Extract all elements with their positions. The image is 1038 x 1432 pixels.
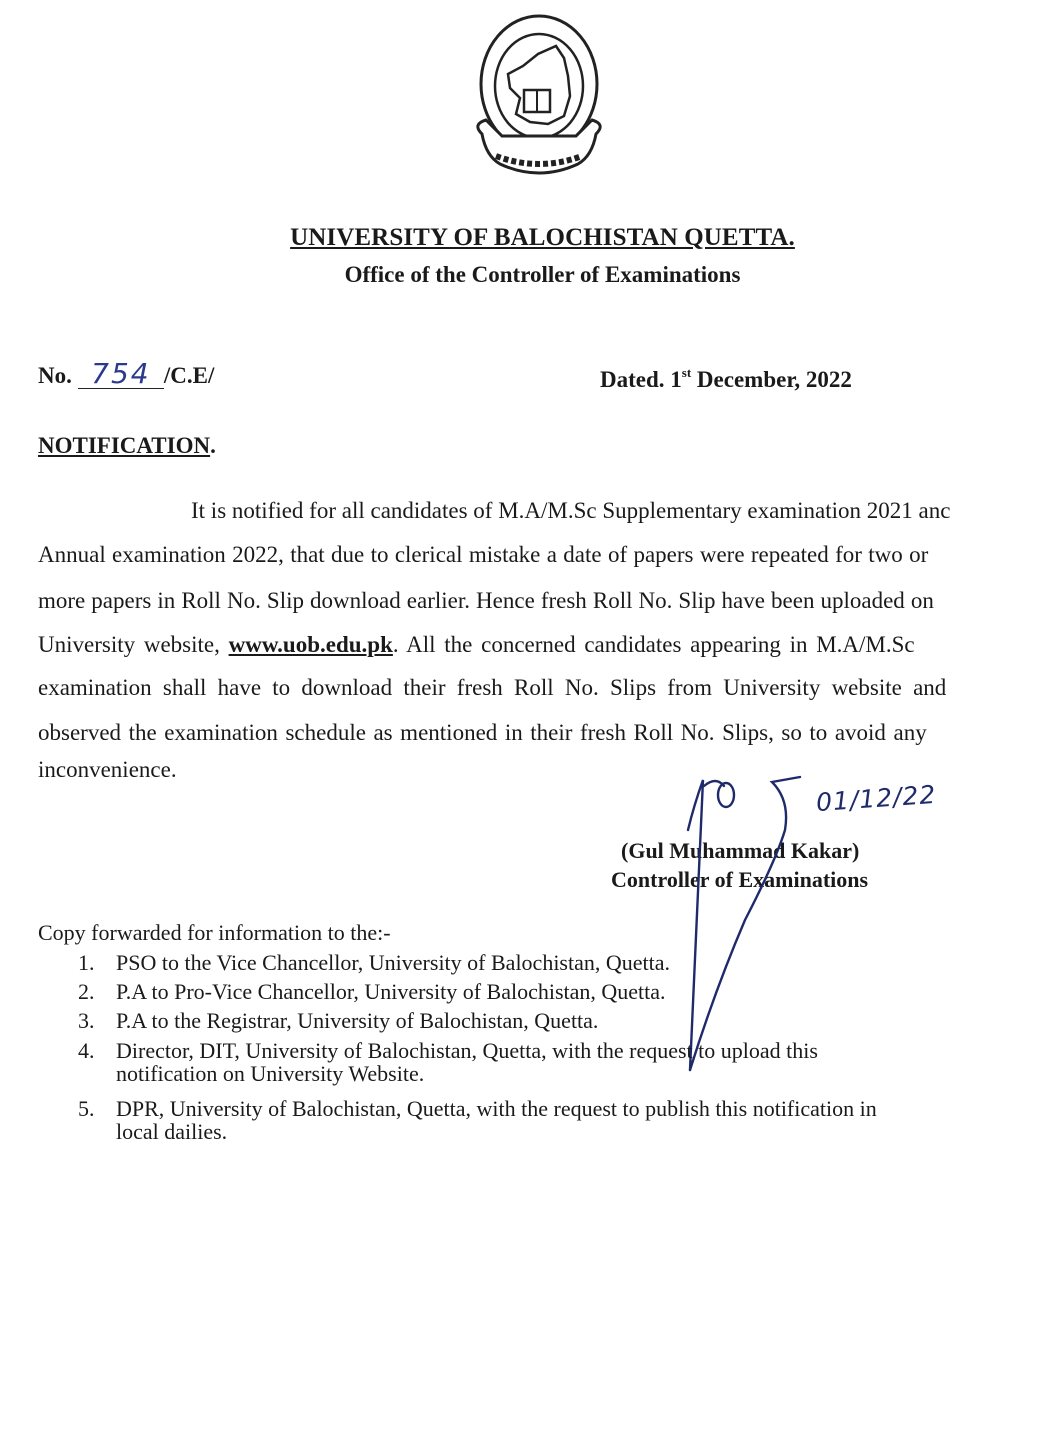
copy-item-number: 3.: [78, 1008, 95, 1033]
body-line-1: It is notified for all candidates of M.A/M.Sc Supplementary examination 2021 anc: [191, 498, 951, 523]
reference-number: [38, 357, 215, 390]
dated-rest: December, 2022: [691, 367, 852, 392]
signatory-name: (Gul Muhammad Kakar): [621, 838, 860, 863]
copy-item-text: P.A to the Registrar, University of Balochistan, Quetta.: [116, 1008, 599, 1033]
copy-item-3: [78, 1010, 978, 1034]
copy-item-text: Director, DIT, University of Balochistan, Quetta, with the request to upload this: [116, 1038, 818, 1063]
copy-item-text: P.A to Pro-Vice Chancellor, University of Balochistan, Quetta.: [116, 979, 666, 1004]
reference-suffix: /C.E/: [163, 363, 215, 388]
body-line-5: examination shall have to download their fresh Roll No. Slips from University website and: [38, 675, 947, 700]
copy-item-text-continued: local dailies.: [116, 1119, 228, 1144]
body-line-6: observed the examination schedule as mentioned in their fresh Roll No. Slips, so to avoid any: [38, 720, 927, 745]
copy-item-2: [78, 981, 978, 1005]
body-line-7: inconvenience.: [38, 757, 177, 782]
body-line-4: [38, 632, 915, 658]
copy-item-5: [78, 1098, 998, 1146]
copy-item-4: [78, 1040, 978, 1088]
notification-heading: [38, 433, 216, 459]
body-line-4-after: . All the concerned candidates appearing in M.A/M.Sc: [392, 632, 915, 657]
body-line-4-before: University website,: [38, 632, 229, 657]
university-title: UNIVERSITY OF BALOCHISTAN QUETTA.: [290, 224, 795, 251]
copy-item-1: [78, 952, 978, 976]
handwritten-signature-date: 01/12/22: [815, 779, 938, 818]
notification-heading-text: NOTIFICATION: [38, 433, 211, 458]
copy-forwarded-label: Copy forwarded for information to the:-: [38, 920, 391, 945]
date-line: [600, 367, 852, 393]
handwritten-reference-number: 754: [78, 360, 164, 389]
copy-item-number: 2.: [78, 979, 95, 1004]
signatory-title: Controller of Examinations: [611, 867, 869, 892]
dated-label: Dated. 1: [600, 367, 682, 392]
notification-heading-dot: .: [210, 433, 216, 458]
copy-item-number: 4.: [78, 1038, 95, 1063]
reference-prefix: No.: [38, 363, 72, 388]
office-subtitle: Office of the Controller of Examinations: [344, 262, 741, 287]
body-line-3: more papers in Roll No. Slip download earlier. Hence fresh Roll No. Slip have been uploaded on: [38, 588, 934, 613]
university-seal-logo: [468, 6, 610, 196]
university-website-link[interactable]: www.uob.edu.pk: [228, 632, 393, 657]
dated-superscript: st: [681, 365, 692, 380]
copy-item-text: PSO to the Vice Chancellor, University of Balochistan, Quetta.: [116, 950, 671, 975]
body-line-2: Annual examination 2022, that due to clerical mistake a date of papers were repeated for two or: [38, 542, 929, 567]
copy-item-number: 5.: [78, 1096, 95, 1121]
copy-item-text: DPR, University of Balochistan, Quetta, with the request to publish this notification in: [116, 1096, 877, 1121]
copy-item-text-continued: notification on University Website.: [116, 1061, 425, 1086]
copy-item-number: 1.: [78, 950, 95, 975]
